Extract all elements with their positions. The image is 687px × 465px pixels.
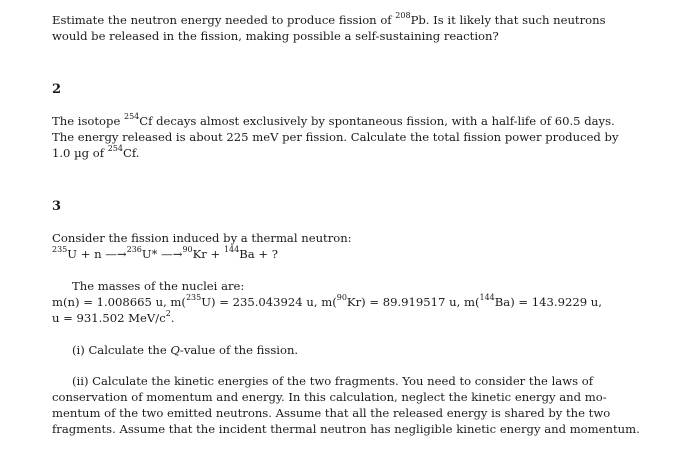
text-run: Cf decays almost exclusively by spontaneous fission, with a half-life of 60.5 days. <box>139 114 615 128</box>
mass-number-superscript: 144 <box>223 245 240 255</box>
mass-number-superscript: 254 <box>124 112 140 122</box>
q3-intro-line: Consider the fission induced by a thermal neutron: <box>52 231 352 245</box>
mass-number-superscript: 208 <box>395 11 411 21</box>
part-i <box>52 342 612 358</box>
text-run: Kr + <box>192 247 224 261</box>
q2-line-1 <box>52 112 615 129</box>
text-run: The isotope <box>52 114 124 128</box>
mass-number-superscript: 235 <box>52 245 68 255</box>
masses-intro: The masses of the nuclei are: <box>72 279 245 293</box>
text-run: Ba + ? <box>239 247 278 261</box>
text-run: Pb. Is it likely that such neutrons <box>410 13 606 27</box>
question-2-text <box>52 112 619 161</box>
question-3-intro <box>52 230 612 262</box>
part-ii-line-4: fragments. Assume that the incident thermal neutron has negligible kinetic energy and momentum. <box>52 422 640 436</box>
text-run: U* —→ <box>141 247 183 261</box>
text-run: Cf. <box>123 146 140 160</box>
text-run: -value of the fission. <box>179 343 299 357</box>
masses-block <box>52 278 612 326</box>
part-ii-line-2: conservation of momentum and energy. In this calculation, neglect the kinetic energy and mo- <box>52 390 607 404</box>
text-run: Ba) = 143.9229 u, <box>494 295 602 309</box>
mass-number-superscript: 90 <box>336 293 347 303</box>
text-run: u = 931.502 MeV/c <box>52 311 166 325</box>
text-run: Kr) = 89.919517 u, m( <box>346 295 480 309</box>
q2-line-3 <box>52 145 612 161</box>
exponent-superscript: 2 <box>165 309 171 319</box>
question-3-number: 3 <box>52 199 62 214</box>
part-i-text <box>52 342 612 358</box>
masses-values-line <box>52 294 612 310</box>
fission-reaction-equation <box>52 246 612 262</box>
text-run: (i) Calculate the <box>72 343 171 357</box>
text-run: U) = 235.043924 u, m( <box>201 295 337 309</box>
mass-number-superscript: 144 <box>479 293 495 303</box>
mass-number-superscript: 90 <box>182 245 193 255</box>
text-run: m(n) = 1.008665 u, m( <box>52 295 186 309</box>
text-run: U + n —→ <box>67 247 127 261</box>
q-symbol: Q <box>170 343 180 357</box>
text-run: . <box>170 311 175 325</box>
question-2-number: 2 <box>52 82 62 97</box>
q1-line-1 <box>52 12 612 28</box>
q2-line-2: The energy released is about 225 meV per fission. Calculate the total fission power produced by <box>52 130 619 144</box>
text-run: Estimate the neutron energy needed to produce fission of <box>52 13 396 27</box>
text-run: 1.0 µg of <box>52 146 108 160</box>
atomic-mass-unit-line <box>52 310 612 326</box>
part-ii-line-1: (ii) Calculate the kinetic energies of the two fragments. You need to consider the laws of <box>72 374 594 388</box>
question-1-text <box>52 12 612 44</box>
q1-line-2: would be released in the fission, making possible a self-sustaining reaction? <box>52 29 499 43</box>
mass-number-superscript: 236 <box>126 245 142 255</box>
part-ii-line-3: mentum of the two emitted neutrons. Assume that all the released energy is shared by the two <box>52 406 611 420</box>
part-ii <box>52 373 640 437</box>
mass-number-superscript: 235 <box>185 293 202 303</box>
mass-number-superscript: 254 <box>107 144 124 154</box>
